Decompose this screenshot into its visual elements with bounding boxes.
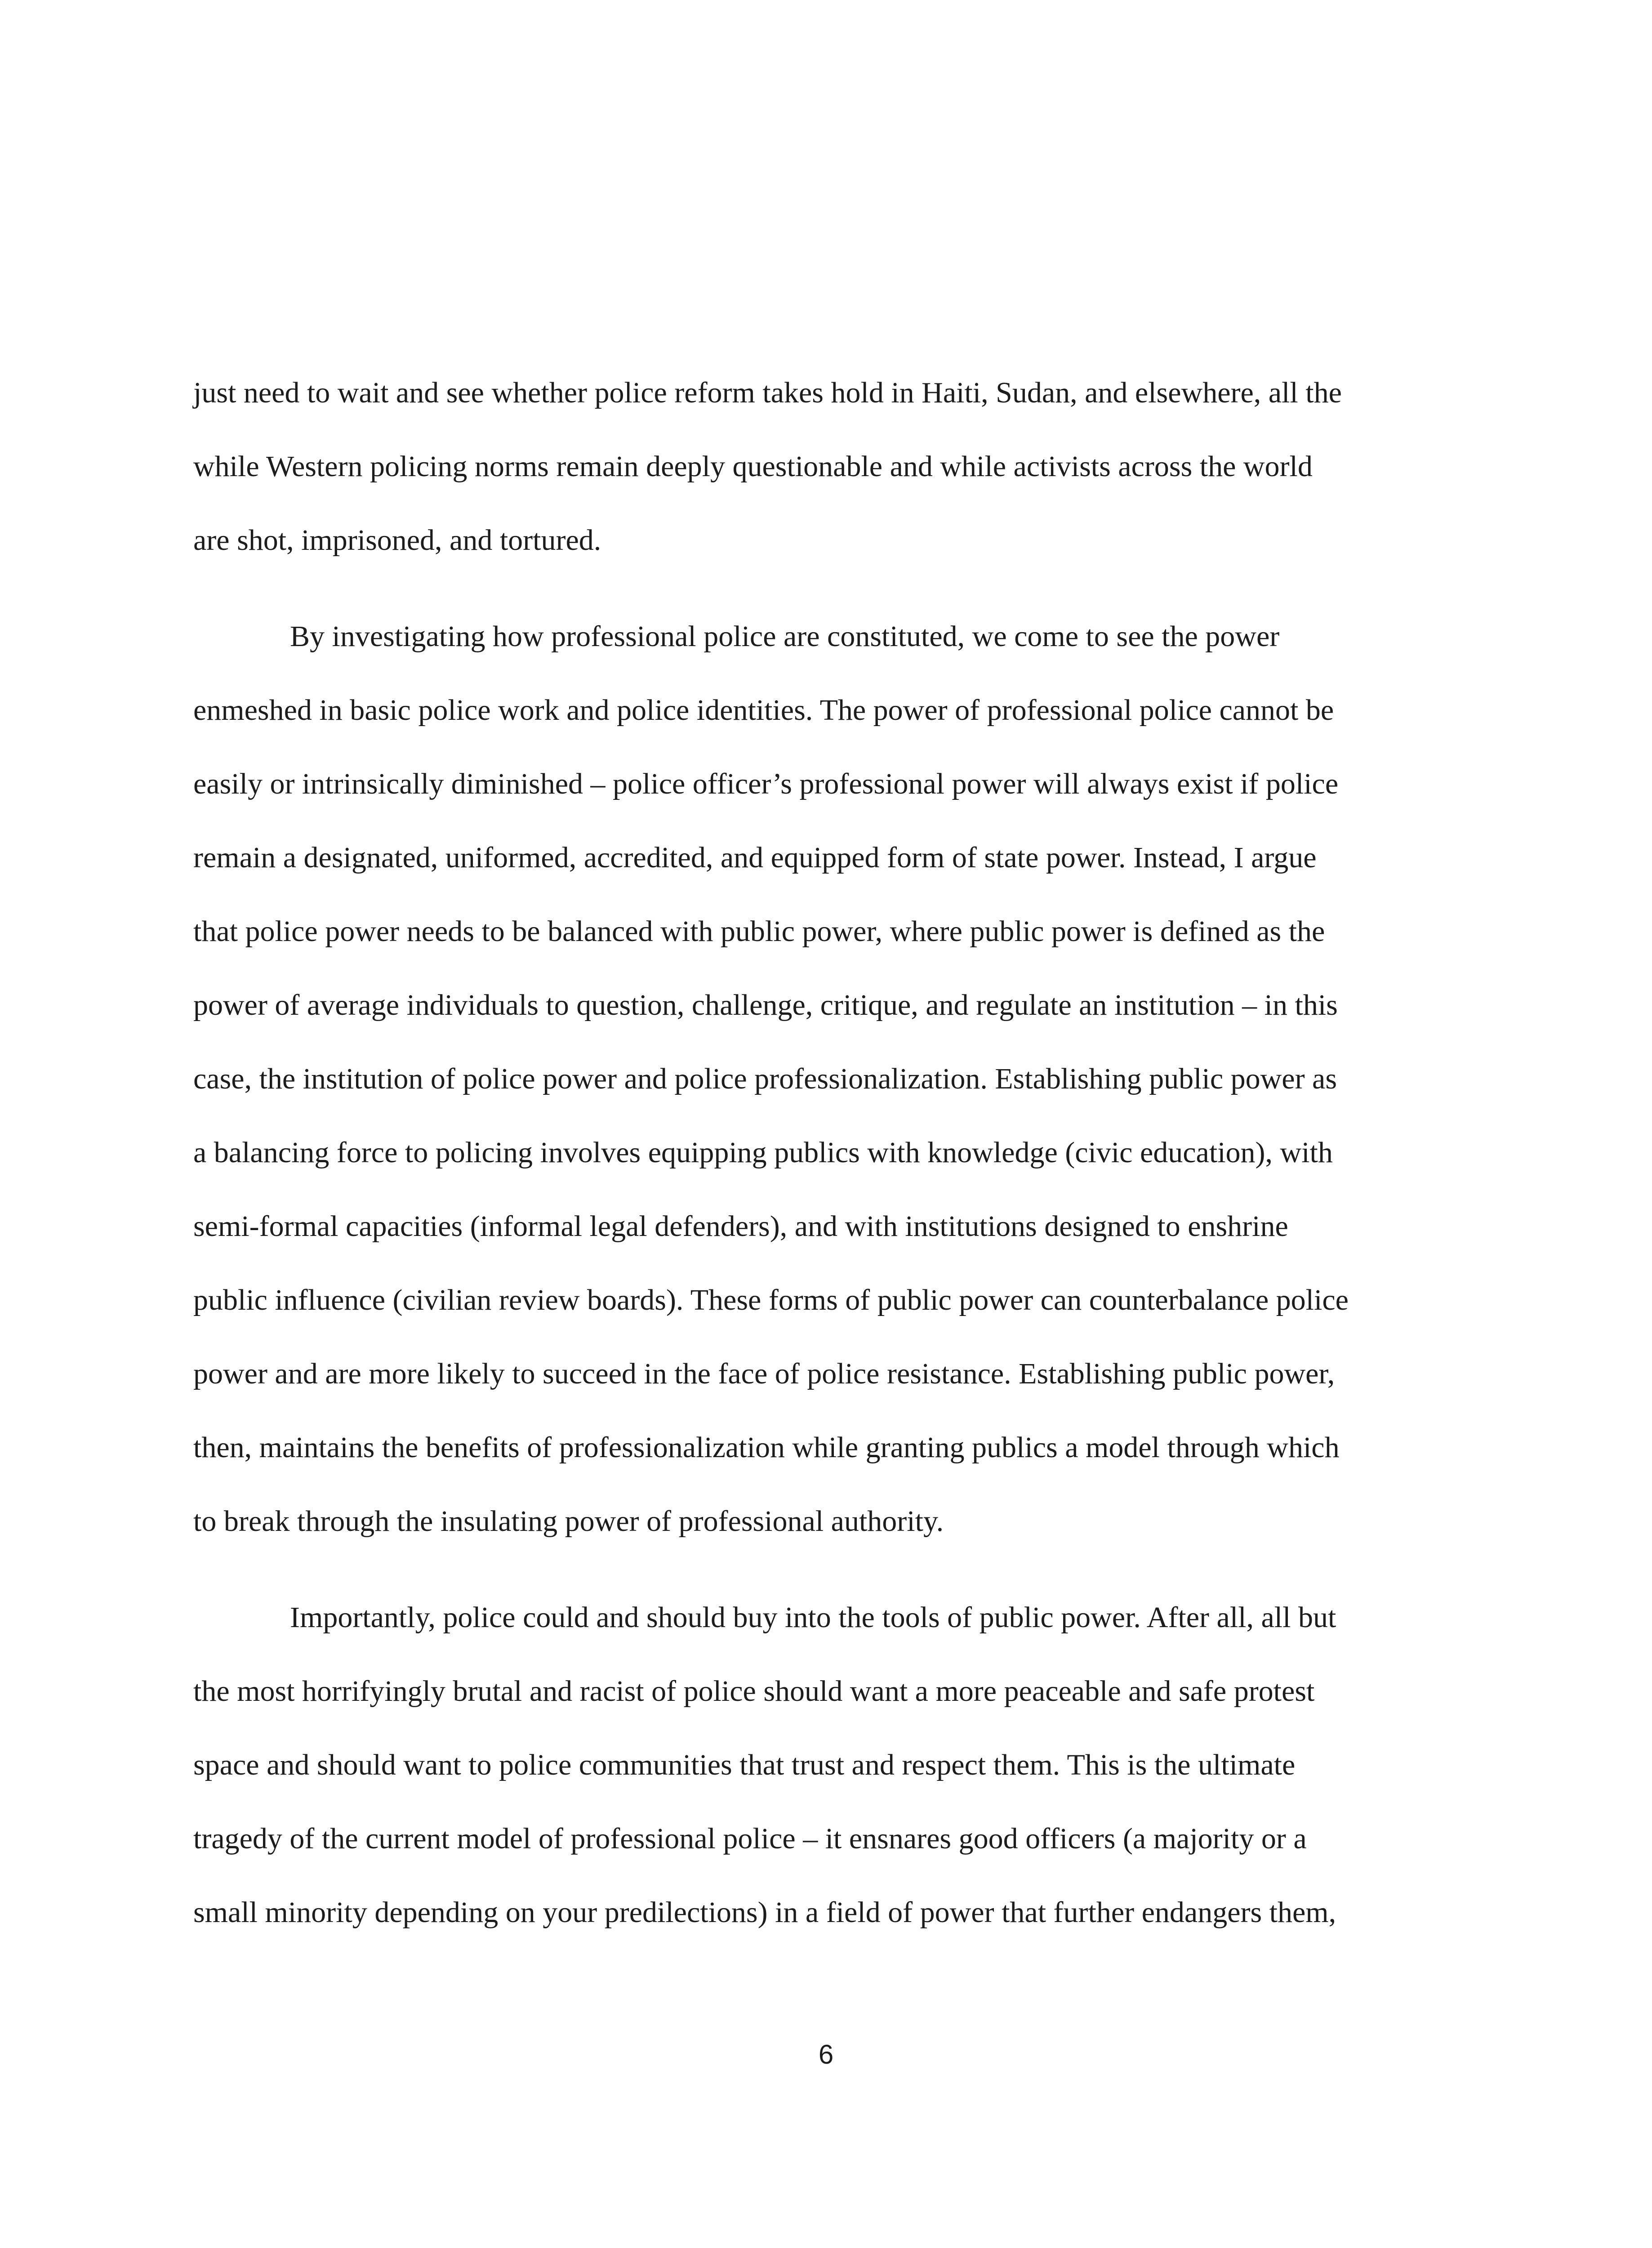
text-line: then, maintains the benefits of professionalization while granting publics a model through which (193, 1431, 1340, 1464)
body-text (193, 356, 1452, 1949)
text-line: power and are more likely to succeed in the face of police resistance. Establishing public power, (193, 1357, 1335, 1390)
text-line: small minority depending on your predilections) in a field of power that further endangers them, (193, 1896, 1336, 1929)
text-line: that police power needs to be balanced with public power, where public power is defined as the (193, 915, 1325, 948)
text-line: the most horrifyingly brutal and racist of police should want a more peaceable and safe protest (193, 1675, 1315, 1708)
text-line: space and should want to police communities that trust and respect them. This is the ultimate (193, 1748, 1296, 1781)
text-line: public influence (civilian review boards). These forms of public power can counterbalance police (193, 1284, 1349, 1316)
text-line: to break through the insulating power of professional authority. (193, 1505, 944, 1538)
text-line: enmeshed in basic police work and police identities. The power of professional police cannot be (193, 694, 1334, 727)
text-line: while Western policing norms remain deeply questionable and while activists across the world (193, 450, 1313, 483)
text-line: power of average individuals to question, challenge, critique, and regulate an institution – in this (193, 989, 1338, 1021)
paragraph-3 (193, 1581, 1452, 1949)
text-line: semi-formal capacities (informal legal defenders), and with institutions designed to enshrine (193, 1210, 1288, 1243)
text-line: By investigating how professional police are constituted, we come to see the power (290, 620, 1280, 653)
text-line: tragedy of the current model of professional police – it ensnares good officers (a majority or a (193, 1822, 1307, 1855)
text-line: are shot, imprisoned, and tortured. (193, 524, 601, 557)
text-line: case, the institution of police power and police professionalization. Establishing public power as (193, 1062, 1337, 1095)
text-line: a balancing force to policing involves equipping publics with knowledge (civic education), with (193, 1136, 1333, 1169)
text-line: remain a designated, uniformed, accredited, and equipped form of state power. Instead, I argue (193, 841, 1317, 874)
paragraph-spacer (193, 1558, 1452, 1581)
text-line: Importantly, police could and should buy into the tools of public power. After all, all but (290, 1601, 1336, 1634)
text-line: just need to wait and see whether police reform takes hold in Haiti, Sudan, and elsewhere, all the (193, 376, 1342, 409)
text-line: easily or intrinsically diminished – police officer’s professional power will always exist if police (193, 767, 1339, 800)
paragraph-2 (193, 600, 1452, 1558)
paragraph-spacer (193, 577, 1452, 600)
page-number: 6 (818, 2039, 834, 2070)
paragraph-1 (193, 356, 1452, 577)
